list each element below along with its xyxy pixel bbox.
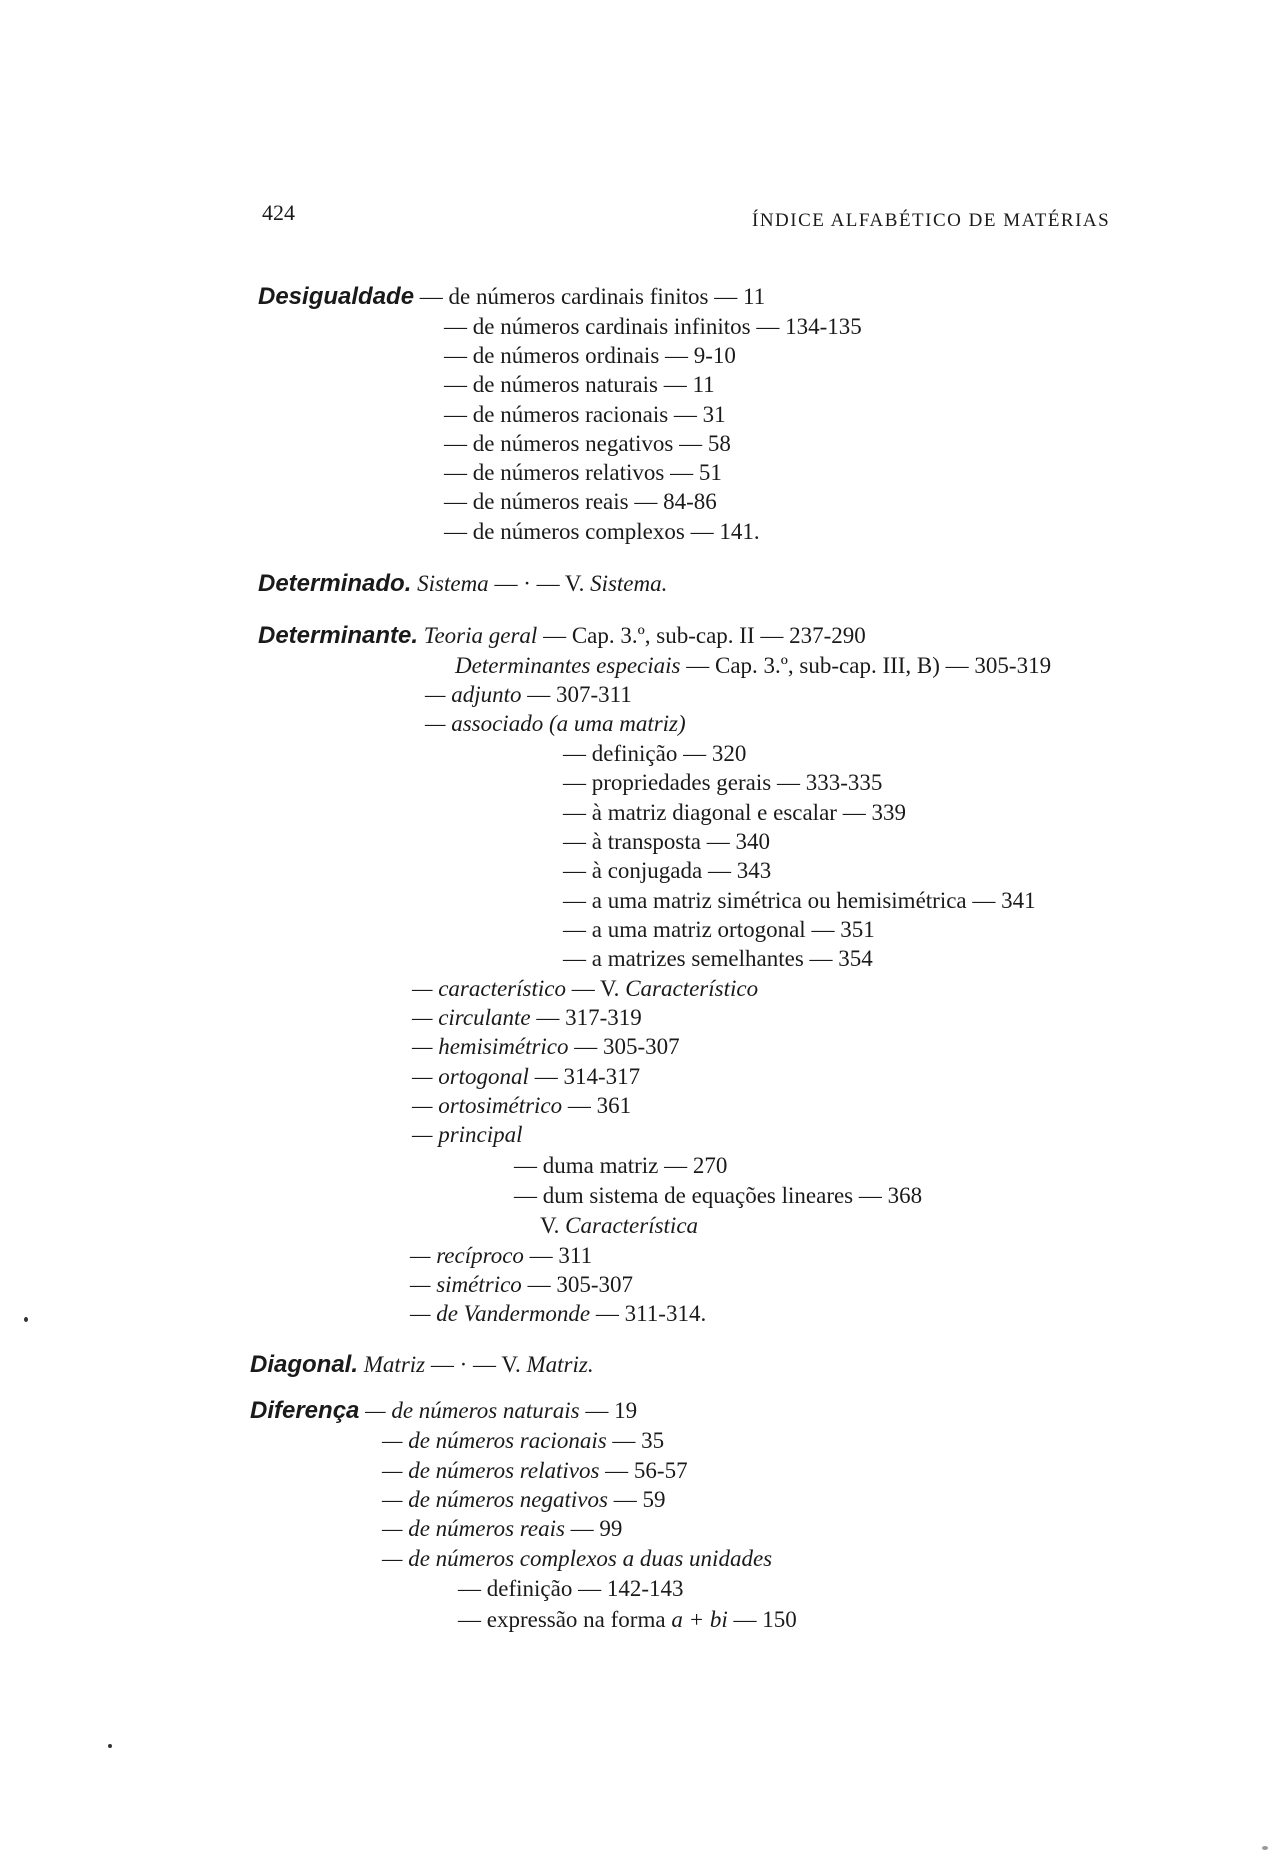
subentry: — de números negativos — 58 bbox=[444, 431, 731, 456]
subentry-principal: — principal bbox=[412, 1122, 523, 1147]
entry-diferenca-line: Diferença — de números naturais — 19 bbox=[250, 1397, 638, 1424]
subentry: — de números cardinais finitos — 11 bbox=[419, 284, 766, 309]
subentry: — definição — 142-143 bbox=[458, 1576, 684, 1601]
headword-diferenca: Diferença bbox=[250, 1397, 360, 1424]
subentry: — de números cardinais infinitos — 134-135 bbox=[444, 314, 862, 339]
headword-determinante: Determinante. bbox=[258, 622, 419, 649]
scan-speck bbox=[1262, 1846, 1268, 1850]
subentry: — à matriz diagonal e escalar — 339 bbox=[563, 800, 906, 825]
page-number: 424 bbox=[262, 200, 295, 225]
subentry: — definição — 320 bbox=[563, 741, 747, 766]
subentry-associado: — associado (a uma matriz) bbox=[425, 711, 686, 736]
subentry-hemisimetrico: — hemisimétrico — 305-307 bbox=[412, 1034, 680, 1059]
subentry: — de números naturais — 11 bbox=[444, 372, 715, 397]
subentry: — à conjugada — 343 bbox=[563, 858, 772, 883]
subentry: — de números reais — 99 bbox=[382, 1516, 623, 1541]
subentry: — de números racionais — 35 bbox=[382, 1428, 665, 1453]
subentry: — de números negativos — 59 bbox=[382, 1487, 666, 1512]
subentry: — de números racionais — 31 bbox=[444, 402, 726, 427]
subentry: — a uma matriz simétrica ou hemisimétrica — 341 bbox=[563, 888, 1036, 913]
entry-determinado: Determinado. Sistema — · — V. Sistema. bbox=[258, 570, 668, 597]
subentry: — duma matriz — 270 bbox=[514, 1153, 728, 1178]
subentry-ortosimetrico: — ortosimétrico — 361 bbox=[412, 1093, 632, 1118]
subentry: — de números relativos — 51 bbox=[444, 460, 722, 485]
subentry-simetrico: — simétrico — 305-307 bbox=[410, 1272, 633, 1297]
running-title: ÍNDICE ALFABÉTICO DE MATÉRIAS bbox=[752, 210, 1111, 231]
subentry: — a uma matriz ortogonal — 351 bbox=[563, 917, 875, 942]
subentry-adjunto: — adjunto — 307-311 bbox=[425, 682, 632, 707]
subentry-principal-ref: V. Característica bbox=[540, 1213, 699, 1238]
entry-determinante-line: Determinante. Teoria geral — Cap. 3.º, sub-cap. II — 237-290 bbox=[258, 622, 866, 649]
headword-diagonal: Diagonal. bbox=[250, 1351, 359, 1378]
scan-speck bbox=[24, 1317, 28, 1322]
headword-desigualdade: Desigualdade bbox=[258, 283, 415, 310]
subentry: — à transposta — 340 bbox=[563, 829, 770, 854]
subentry: — a matrizes semelhantes — 354 bbox=[563, 946, 873, 971]
subentry-circulante: — circulante — 317-319 bbox=[412, 1005, 642, 1030]
subentry: — de números ordinais — 9-10 bbox=[444, 343, 736, 368]
subentry-complexos: — de números complexos a duas unidades bbox=[382, 1546, 773, 1571]
scan-speck bbox=[108, 1744, 112, 1748]
headword-determinado: Determinado. bbox=[258, 570, 412, 597]
entry-diagonal: Diagonal. Matriz — · — V. Matriz. bbox=[250, 1351, 594, 1378]
subentry: — de números reais — 84-86 bbox=[444, 489, 717, 514]
subentry-reciproco: — recíproco — 311 bbox=[410, 1243, 593, 1268]
subentry-forma: — expressão na forma a + bi — 150 bbox=[458, 1607, 797, 1632]
subentry: — propriedades gerais — 333-335 bbox=[563, 770, 883, 795]
subentry-ortogonal: — ortogonal — 314-317 bbox=[412, 1064, 641, 1089]
entry-desigualdade-line bbox=[258, 283, 765, 311]
subentry-vandermonde: — de Vandermonde — 311-314. bbox=[410, 1301, 707, 1326]
subentry: Determinantes especiais — Cap. 3.º, sub-cap. III, B) — 305-319 bbox=[455, 653, 1052, 678]
subentry: — de números complexos — 141. bbox=[444, 519, 760, 544]
subentry: — dum sistema de equações lineares — 368 bbox=[514, 1183, 923, 1208]
subentry-caracteristico: — característico — V. Característico bbox=[412, 976, 759, 1001]
subentry: — de números relativos — 56-57 bbox=[382, 1458, 688, 1483]
